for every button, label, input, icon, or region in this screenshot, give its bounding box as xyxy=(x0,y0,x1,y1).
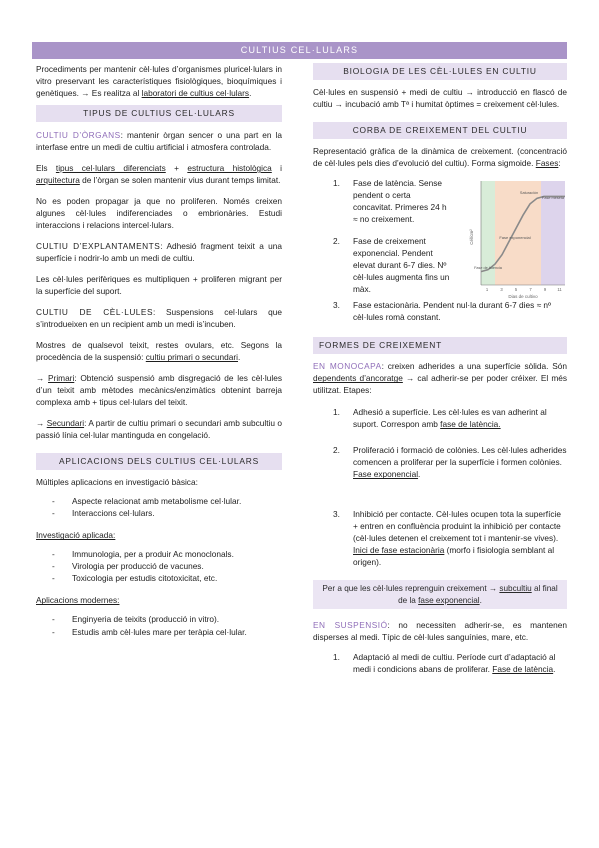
cells-paragraph-2 xyxy=(36,339,282,363)
stage-number: 1. xyxy=(333,407,340,418)
phase-number: 3. xyxy=(333,300,340,311)
text: . xyxy=(553,663,556,674)
x-tick-label: 11 xyxy=(557,287,562,293)
section-header-applications: APLICACIONS DELS CULTIUS CEL·LULARS xyxy=(36,453,282,470)
explant-paragraph xyxy=(36,240,282,264)
underlined-term: fase exponencial xyxy=(418,595,480,605)
cells-paragraph xyxy=(36,306,282,330)
organ-heading: CULTIU D’ÒRGANS xyxy=(36,130,121,141)
intro-text: Procediments per mantenir cèl·lules d’organismes pluricel·lulars in vitro preservant les característiques fisiològiques, bioquímiques i genètiques. → Es realitza al xyxy=(36,64,282,99)
text: : xyxy=(558,158,561,169)
underlined-term: cultiu primari o secundari xyxy=(145,352,239,363)
text: Mostres de qualsevol teixit, restes ovulars, etc. Segons la procedència de la suspensió: xyxy=(36,340,282,363)
x-tick-label: 9 xyxy=(543,287,547,293)
phases-list xyxy=(313,177,451,295)
stage-item xyxy=(333,406,567,430)
organ-paragraph xyxy=(36,129,282,153)
text: . xyxy=(238,352,241,363)
primari-text: : Obtenció suspensió amb disgregació de les cèl·lules d’un teixit amb mètodes mecànics/enzimàtics obtenint barreja complexa amb + tipus cel·lulars del teixit. xyxy=(36,373,282,408)
underlined-term: Fase exponencial xyxy=(353,469,419,480)
page-title-banner: CULTIUS CEL·LULARS xyxy=(32,42,567,59)
underlined-term: fase de latència. xyxy=(440,419,501,430)
stage-item xyxy=(333,651,567,675)
exponential-label: Fase exponencial xyxy=(499,235,531,241)
text: : creixen adherides a una superfície sòlida. Són xyxy=(381,361,567,372)
stage-number: 1. xyxy=(333,651,340,662)
primari-heading: Primari xyxy=(48,373,75,384)
text: → cal adherir-se per poder créixer. El més utilitzat. Etapes: xyxy=(313,373,567,396)
suspension-text: : no necessiten adherir-se, es mantenen disperses al medi. Típic de cèl·lules sanguínies, mare, etc. xyxy=(313,619,567,642)
stage-number: 2. xyxy=(333,445,340,456)
lag-label: Fase de latencia xyxy=(474,266,502,271)
subculture-note xyxy=(313,580,567,608)
phase-number: 1. xyxy=(333,178,340,189)
underlined-term: Fase de latència xyxy=(492,663,554,674)
underlined-term: tipus cel·lulars diferenciats xyxy=(55,163,166,174)
applications-intro: Múltiples aplicacions en investigació bàsica: xyxy=(36,477,198,488)
list-item: - Enginyeria de teixits (producció in vitro). xyxy=(52,613,282,625)
section-header-growth-forms: FORMES DE CREIXEMENT xyxy=(313,337,567,354)
list-item: - Interaccions cel·lulars. xyxy=(52,507,282,519)
basic-list xyxy=(36,495,282,519)
applied-list xyxy=(36,548,282,584)
suspension-heading: EN SUSPENSIÓ xyxy=(313,619,388,630)
text: Proliferació i formació de colònies. Les cèl·lules adherides comencen a proliferar per la superfície i formen colònies. xyxy=(353,445,567,468)
phase-text: Fase estacionària. Pendent nul·la durant 6-7 dies ≈ nº cèl·lules romà constant. xyxy=(353,300,552,323)
text: . xyxy=(479,595,482,605)
explant-text: : Adhesió fragment teixit a una superfície i nodrir-lo amb un medi de cultiu. xyxy=(36,241,282,264)
primari-paragraph xyxy=(36,372,282,408)
underlined-term: Inici de fase estacionària xyxy=(353,545,445,556)
list-item: - Toxicologia per estudis citotoxicitat, etc. xyxy=(52,572,282,584)
x-tick-label: 1 xyxy=(485,287,489,293)
phase-item xyxy=(333,177,451,225)
growth-curve-graph xyxy=(465,177,569,301)
underlined-term: subcultiu xyxy=(499,584,532,594)
y-axis-label: Cél/cm² xyxy=(469,229,474,245)
secundari-heading: Secundari xyxy=(46,418,85,429)
arrow-icon: → xyxy=(36,418,47,429)
arrow-icon: → xyxy=(36,373,49,384)
x-tick-label: 7 xyxy=(529,287,532,293)
secundari-paragraph xyxy=(36,417,282,441)
modern-list xyxy=(36,613,282,637)
modern-heading: Aplicacions modernes: xyxy=(36,595,120,606)
text: Adaptació al medi de cultiu. Període curt d’adaptació al medi i condicions abans de proliferar. xyxy=(353,651,556,674)
text: de l’òrgan se solen mantenir vius durant temps limitat. xyxy=(79,175,281,186)
monolayer-heading: EN MONOCAPA xyxy=(313,361,382,372)
stage-item xyxy=(333,444,567,480)
plateau-label: Fase meseta xyxy=(542,196,564,201)
list-item: - Aspecte relacionat amb metabolisme cel·lular. xyxy=(52,495,282,507)
x-tick-label: 3 xyxy=(500,287,503,293)
phase-text: Fase de creixement exponencial. Pendent elevat durant 6-7 dies. Nº cèl·lules augmenta fins un màx. xyxy=(353,236,450,295)
phase-item xyxy=(333,299,567,323)
intro-paragraph xyxy=(36,63,282,99)
section-header-growth-curve: CORBA DE CREIXEMENT DEL CULTIU xyxy=(313,122,567,139)
secundari-text: : A partir de cultiu primari o secundari amb subcultiu o passió línia cel·lular mantinguda en congelació. xyxy=(36,418,282,441)
text: Inhibició per contacte. Cèl·lules ocupen tota la superfície + entren en confluència produint la inhibició per contacte (cèl·lules detenen el creixement tot i mantenir-se vives). xyxy=(353,509,562,544)
text: . xyxy=(418,469,421,480)
cells-text: : Suspensions cel·lulars que s’introdueixen en un recipient amb un medi is’incuben. xyxy=(36,307,282,330)
list-item: - Immunologia, per a produir Ac monoclonals. xyxy=(52,548,282,560)
stage-item xyxy=(333,508,567,568)
suspension-paragraph xyxy=(313,619,567,643)
x-tick-labels xyxy=(486,287,563,292)
phase-item xyxy=(333,235,451,295)
monolayer-stages-list xyxy=(313,406,567,568)
right-column xyxy=(313,63,567,675)
text: Els xyxy=(36,163,56,174)
phases-with-graph xyxy=(313,177,567,300)
biology-paragraph: Cèl·lules en suspensió + medi de cultiu → introducció en flascó de cultiu → incubació amb Tª i humitat òptimes = creixement cèl·lules. xyxy=(313,87,567,110)
text: + xyxy=(165,163,188,174)
phase-text: Fase de latència. Sense pendent o certa concavitat. Primeres 24 h ≈ no creixement. xyxy=(353,178,447,225)
saturation-label: Saturación xyxy=(519,191,539,196)
text: (morfo i fisiologia semblant al origen). xyxy=(353,545,555,568)
suspension-stages-list xyxy=(313,651,567,675)
text: Per a que les cèl·lules reprenguin creixement → xyxy=(322,584,500,594)
phases-list-continued xyxy=(313,299,567,323)
text: al final de la xyxy=(398,584,558,605)
intro-end: . xyxy=(249,88,252,99)
section-header-types: TIPUS DE CULTIUS CEL·LULARS xyxy=(36,105,282,122)
left-column xyxy=(36,63,282,638)
text: Adhesió a superfície. Les cèl·lules es van adherint al suport. Correspon amb xyxy=(353,407,547,430)
applied-heading: Investigació aplicada: xyxy=(36,530,116,541)
underlined-term: Fases xyxy=(535,158,559,169)
underlined-term: dependents d’ancoratge xyxy=(313,373,403,384)
phase-number: 2. xyxy=(333,236,340,247)
list-item: - Virologia per producció de vacunes. xyxy=(52,560,282,572)
underlined-term: estructura histològica xyxy=(187,163,272,174)
cells-heading: CULTIU DE CÈL·LULES xyxy=(36,307,153,318)
stage-number: 3. xyxy=(333,509,340,520)
organ-paragraph-3: No es poden propagar ja que no proliferen. Només creixen algunes cèl·lules indiferenciades o embrionàries. Estudi interaccions i relacions intercel·lulars. xyxy=(36,196,282,231)
text: i xyxy=(271,163,282,174)
explant-paragraph-2: Les cèl·lules perifèriques es multipliquen + proliferen migrant per la superfície del suport. xyxy=(36,274,282,297)
growth-curve-paragraph xyxy=(313,145,567,169)
text: Representació gràfica de la dinàmica de creixement. (concentració de cèl·lules pels dies d’evolució del cultiu). Forma sigmoide. xyxy=(313,146,567,169)
intro-lab-underlined: laboratori de cultius cel·lulars xyxy=(141,88,250,99)
organ-paragraph-2 xyxy=(36,162,282,186)
monolayer-paragraph xyxy=(313,360,567,396)
explant-heading: CULTIU D’EXPLANTAMENTS xyxy=(36,241,161,252)
underlined-term: arquitectura xyxy=(36,175,80,186)
x-tick-label: 5 xyxy=(514,287,518,293)
section-header-biology: BIOLOGIA DE LES CÈL·LULES EN CULTIU xyxy=(313,63,567,80)
x-axis-label: Dias de cultivo xyxy=(508,294,538,300)
organ-text: : mantenir òrgan sencer o una part en la interfase entre un medi de cultiu artificial i atmosfera controlada. xyxy=(36,130,282,153)
list-item: - Estudis amb cèl·lules mare per teràpia cel·lular. xyxy=(52,626,282,638)
